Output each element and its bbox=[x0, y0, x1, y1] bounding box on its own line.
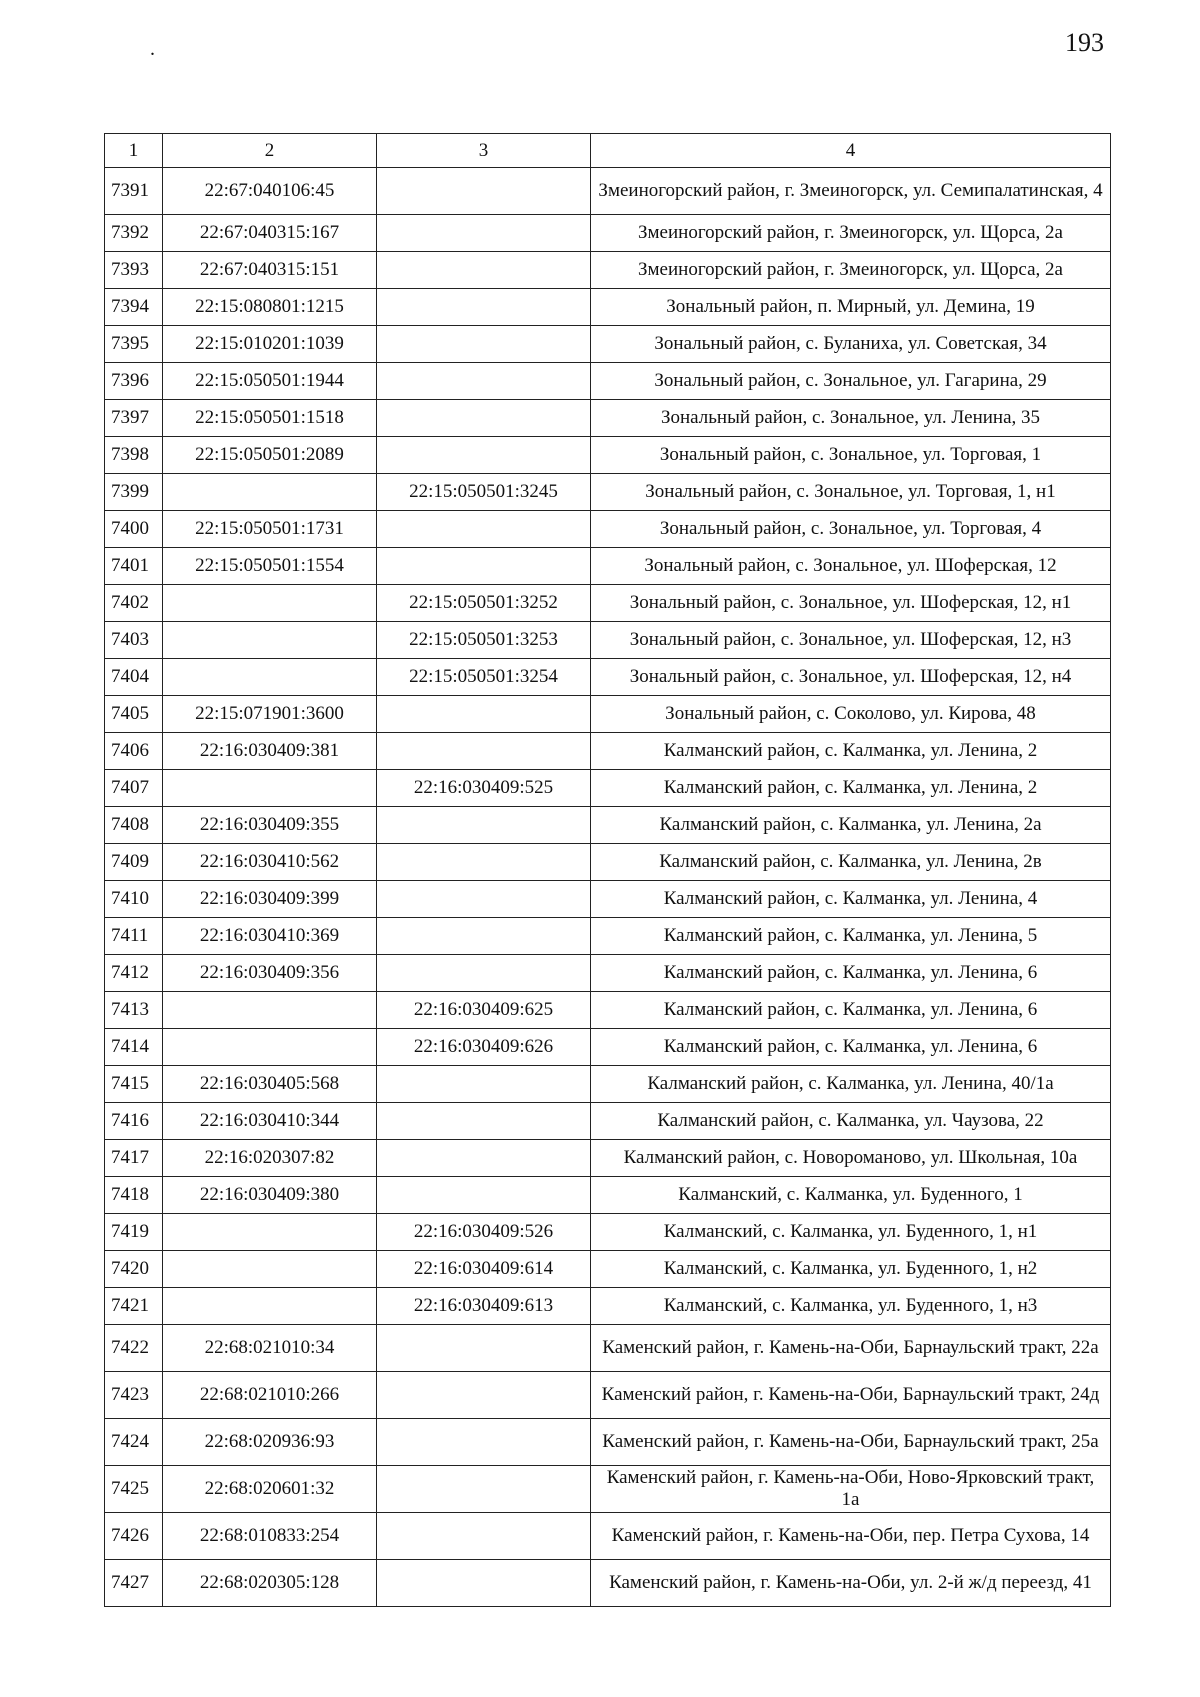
row-number-cell: 7411 bbox=[105, 918, 163, 955]
cadastral-number-cell: 22:68:020936:93 bbox=[163, 1419, 377, 1466]
table-row bbox=[105, 437, 1111, 474]
cadastral-number-cell bbox=[163, 992, 377, 1029]
table-row bbox=[105, 807, 1111, 844]
address-cell: Зональный район, с. Зональное, ул. Ленина, 35 bbox=[591, 400, 1111, 437]
row-number-cell: 7425 bbox=[105, 1466, 163, 1513]
table-row bbox=[105, 474, 1111, 511]
table-row bbox=[105, 844, 1111, 881]
table-row bbox=[105, 1066, 1111, 1103]
address-cell: Калманский, с. Калманка, ул. Буденного, 1, н1 bbox=[591, 1214, 1111, 1251]
row-number-cell: 7417 bbox=[105, 1140, 163, 1177]
cadastral-number-cell: 22:16:030409:399 bbox=[163, 881, 377, 918]
address-cell: Калманский район, с. Калманка, ул. Ленина, 6 bbox=[591, 1029, 1111, 1066]
row-number-cell: 7400 bbox=[105, 511, 163, 548]
address-cell: Зональный район, с. Зональное, ул. Торговая, 4 bbox=[591, 511, 1111, 548]
address-cell: Калманский район, с. Калманка, ул. Ленина, 4 bbox=[591, 881, 1111, 918]
related-cadastral-number-cell bbox=[377, 363, 591, 400]
row-number-cell: 7398 bbox=[105, 437, 163, 474]
address-cell: Зональный район, п. Мирный, ул. Демина, 19 bbox=[591, 289, 1111, 326]
table-row bbox=[105, 1140, 1111, 1177]
related-cadastral-number-cell: 22:16:030409:613 bbox=[377, 1288, 591, 1325]
cadastral-number-cell: 22:15:050501:1518 bbox=[163, 400, 377, 437]
row-number-cell: 7418 bbox=[105, 1177, 163, 1214]
table-row bbox=[105, 1513, 1111, 1560]
row-number-cell: 7396 bbox=[105, 363, 163, 400]
header-col-3: 3 bbox=[377, 134, 591, 168]
cadastral-number-cell: 22:16:030410:344 bbox=[163, 1103, 377, 1140]
address-cell: Зональный район, с. Зональное, ул. Шоферская, 12, н3 bbox=[591, 622, 1111, 659]
row-number-cell: 7407 bbox=[105, 770, 163, 807]
address-cell: Каменский район, г. Камень-на-Оби, Барнаульский тракт, 25а bbox=[591, 1419, 1111, 1466]
table-row bbox=[105, 168, 1111, 215]
related-cadastral-number-cell: 22:16:030409:525 bbox=[377, 770, 591, 807]
cadastral-number-cell: 22:68:021010:34 bbox=[163, 1325, 377, 1372]
row-number-cell: 7421 bbox=[105, 1288, 163, 1325]
address-cell: Зональный район, с. Зональное, ул. Торговая, 1, н1 bbox=[591, 474, 1111, 511]
table-row bbox=[105, 1214, 1111, 1251]
row-number-cell: 7409 bbox=[105, 844, 163, 881]
table-row bbox=[105, 955, 1111, 992]
row-number-cell: 7426 bbox=[105, 1513, 163, 1560]
row-number-cell: 7427 bbox=[105, 1560, 163, 1607]
related-cadastral-number-cell: 22:15:050501:3245 bbox=[377, 474, 591, 511]
related-cadastral-number-cell bbox=[377, 733, 591, 770]
row-number-cell: 7408 bbox=[105, 807, 163, 844]
cadastral-number-cell: 22:16:030409:356 bbox=[163, 955, 377, 992]
row-number-cell: 7395 bbox=[105, 326, 163, 363]
address-cell: Калманский, с. Калманка, ул. Буденного, 1, н3 bbox=[591, 1288, 1111, 1325]
table-row bbox=[105, 252, 1111, 289]
table-row bbox=[105, 918, 1111, 955]
address-cell: Зональный район, с. Зональное, ул. Шоферская, 12 bbox=[591, 548, 1111, 585]
row-number-cell: 7404 bbox=[105, 659, 163, 696]
related-cadastral-number-cell bbox=[377, 1325, 591, 1372]
related-cadastral-number-cell: 22:15:050501:3253 bbox=[377, 622, 591, 659]
table-body bbox=[105, 168, 1111, 1607]
cadastral-number-cell: 22:16:030409:355 bbox=[163, 807, 377, 844]
related-cadastral-number-cell bbox=[377, 289, 591, 326]
related-cadastral-number-cell bbox=[377, 1103, 591, 1140]
row-number-cell: 7422 bbox=[105, 1325, 163, 1372]
header-col-4: 4 bbox=[591, 134, 1111, 168]
cadastral-number-cell: 22:68:020305:128 bbox=[163, 1560, 377, 1607]
table-row bbox=[105, 1560, 1111, 1607]
related-cadastral-number-cell bbox=[377, 844, 591, 881]
address-cell: Зональный район, с. Зональное, ул. Гагарина, 29 bbox=[591, 363, 1111, 400]
related-cadastral-number-cell bbox=[377, 1513, 591, 1560]
address-cell: Каменский район, г. Камень-на-Оби, Барнаульский тракт, 22а bbox=[591, 1325, 1111, 1372]
cadastral-number-cell: 22:15:010201:1039 bbox=[163, 326, 377, 363]
row-number-cell: 7392 bbox=[105, 215, 163, 252]
table-row bbox=[105, 511, 1111, 548]
cadastral-number-cell bbox=[163, 585, 377, 622]
related-cadastral-number-cell bbox=[377, 807, 591, 844]
table-row bbox=[105, 1029, 1111, 1066]
address-cell: Каменский район, г. Камень-на-Оби, Ново-Ярковский тракт, 1а bbox=[591, 1466, 1111, 1513]
cadastral-number-cell bbox=[163, 770, 377, 807]
related-cadastral-number-cell bbox=[377, 252, 591, 289]
header-col-2: 2 bbox=[163, 134, 377, 168]
related-cadastral-number-cell: 22:15:050501:3252 bbox=[377, 585, 591, 622]
table-row bbox=[105, 400, 1111, 437]
related-cadastral-number-cell bbox=[377, 1177, 591, 1214]
row-number-cell: 7406 bbox=[105, 733, 163, 770]
address-cell: Зональный район, с. Зональное, ул. Шоферская, 12, н1 bbox=[591, 585, 1111, 622]
row-number-cell: 7410 bbox=[105, 881, 163, 918]
cadastral-number-cell: 22:16:030410:369 bbox=[163, 918, 377, 955]
row-number-cell: 7424 bbox=[105, 1419, 163, 1466]
cadastral-number-cell: 22:67:040315:151 bbox=[163, 252, 377, 289]
address-cell: Калманский район, с. Калманка, ул. Чаузова, 22 bbox=[591, 1103, 1111, 1140]
cadastral-number-cell: 22:67:040315:167 bbox=[163, 215, 377, 252]
cadastral-number-cell bbox=[163, 622, 377, 659]
table-row bbox=[105, 659, 1111, 696]
related-cadastral-number-cell bbox=[377, 511, 591, 548]
row-number-cell: 7405 bbox=[105, 696, 163, 733]
related-cadastral-number-cell bbox=[377, 1419, 591, 1466]
cadastral-number-cell: 22:16:020307:82 bbox=[163, 1140, 377, 1177]
table-row bbox=[105, 1419, 1111, 1466]
address-cell: Змеиногорский район, г. Змеиногорск, ул. Семипалатинская, 4 bbox=[591, 168, 1111, 215]
address-cell: Калманский район, с. Новороманово, ул. Школьная, 10а bbox=[591, 1140, 1111, 1177]
cadastral-number-cell: 22:67:040106:45 bbox=[163, 168, 377, 215]
cadastral-number-cell: 22:68:021010:266 bbox=[163, 1372, 377, 1419]
header-col-1: 1 bbox=[105, 134, 163, 168]
related-cadastral-number-cell: 22:16:030409:526 bbox=[377, 1214, 591, 1251]
address-cell: Калманский район, с. Калманка, ул. Ленина, 2а bbox=[591, 807, 1111, 844]
cadastral-number-cell: 22:68:020601:32 bbox=[163, 1466, 377, 1513]
cadastral-number-cell bbox=[163, 474, 377, 511]
row-number-cell: 7397 bbox=[105, 400, 163, 437]
related-cadastral-number-cell bbox=[377, 326, 591, 363]
table-row bbox=[105, 215, 1111, 252]
row-number-cell: 7401 bbox=[105, 548, 163, 585]
related-cadastral-number-cell: 22:15:050501:3254 bbox=[377, 659, 591, 696]
address-cell: Зональный район, с. Соколово, ул. Кирова, 48 bbox=[591, 696, 1111, 733]
related-cadastral-number-cell bbox=[377, 548, 591, 585]
table-row bbox=[105, 289, 1111, 326]
table-row bbox=[105, 1372, 1111, 1419]
row-number-cell: 7402 bbox=[105, 585, 163, 622]
cadastral-number-cell bbox=[163, 1214, 377, 1251]
row-number-cell: 7412 bbox=[105, 955, 163, 992]
table-row bbox=[105, 1466, 1111, 1513]
address-cell: Калманский район, с. Калманка, ул. Ленина, 40/1а bbox=[591, 1066, 1111, 1103]
cadastral-number-cell: 22:68:010833:254 bbox=[163, 1513, 377, 1560]
table-row bbox=[105, 548, 1111, 585]
cadastral-number-cell: 22:15:050501:1944 bbox=[163, 363, 377, 400]
page-number: 193 bbox=[1065, 28, 1104, 57]
row-number-cell: 7393 bbox=[105, 252, 163, 289]
related-cadastral-number-cell bbox=[377, 215, 591, 252]
related-cadastral-number-cell bbox=[377, 955, 591, 992]
address-cell: Калманский район, с. Калманка, ул. Ленина, 5 bbox=[591, 918, 1111, 955]
address-cell: Калманский район, с. Калманка, ул. Ленина, 6 bbox=[591, 992, 1111, 1029]
cadastral-number-cell: 22:15:071901:3600 bbox=[163, 696, 377, 733]
address-cell: Зональный район, с. Буланиха, ул. Советская, 34 bbox=[591, 326, 1111, 363]
address-cell: Калманский район, с. Калманка, ул. Ленина, 2 bbox=[591, 770, 1111, 807]
cadastral-number-cell: 22:15:080801:1215 bbox=[163, 289, 377, 326]
table-row bbox=[105, 1103, 1111, 1140]
address-cell: Змеиногорский район, г. Змеиногорск, ул. Щорса, 2а bbox=[591, 215, 1111, 252]
table-row bbox=[105, 326, 1111, 363]
address-cell: Калманский район, с. Калманка, ул. Ленина, 2в bbox=[591, 844, 1111, 881]
table-row bbox=[105, 733, 1111, 770]
row-number-cell: 7423 bbox=[105, 1372, 163, 1419]
address-cell: Змеиногорский район, г. Змеиногорск, ул. Щорса, 2а bbox=[591, 252, 1111, 289]
cadastral-number-cell: 22:16:030409:380 bbox=[163, 1177, 377, 1214]
related-cadastral-number-cell: 22:16:030409:625 bbox=[377, 992, 591, 1029]
table-row bbox=[105, 1177, 1111, 1214]
cadastral-number-cell bbox=[163, 1029, 377, 1066]
address-cell: Каменский район, г. Камень-на-Оби, ул. 2-й ж/д переезд, 41 bbox=[591, 1560, 1111, 1607]
row-number-cell: 7413 bbox=[105, 992, 163, 1029]
table-row bbox=[105, 696, 1111, 733]
related-cadastral-number-cell bbox=[377, 881, 591, 918]
related-cadastral-number-cell bbox=[377, 437, 591, 474]
cadastral-number-cell: 22:15:050501:1731 bbox=[163, 511, 377, 548]
table-row bbox=[105, 1288, 1111, 1325]
table-row bbox=[105, 992, 1111, 1029]
related-cadastral-number-cell: 22:16:030409:614 bbox=[377, 1251, 591, 1288]
row-number-cell: 7391 bbox=[105, 168, 163, 215]
table-row bbox=[105, 881, 1111, 918]
related-cadastral-number-cell bbox=[377, 918, 591, 955]
row-number-cell: 7394 bbox=[105, 289, 163, 326]
table-row bbox=[105, 363, 1111, 400]
row-number-cell: 7419 bbox=[105, 1214, 163, 1251]
address-cell: Калманский район, с. Калманка, ул. Ленина, 6 bbox=[591, 955, 1111, 992]
related-cadastral-number-cell: 22:16:030409:626 bbox=[377, 1029, 591, 1066]
address-cell: Каменский район, г. Камень-на-Оби, Барнаульский тракт, 24д bbox=[591, 1372, 1111, 1419]
cadastral-number-cell: 22:15:050501:2089 bbox=[163, 437, 377, 474]
cadastral-number-cell bbox=[163, 1251, 377, 1288]
related-cadastral-number-cell bbox=[377, 1066, 591, 1103]
address-cell: Каменский район, г. Камень-на-Оби, пер. Петра Сухова, 14 bbox=[591, 1513, 1111, 1560]
related-cadastral-number-cell bbox=[377, 400, 591, 437]
row-number-cell: 7416 bbox=[105, 1103, 163, 1140]
row-number-cell: 7403 bbox=[105, 622, 163, 659]
cadastral-number-cell: 22:16:030409:381 bbox=[163, 733, 377, 770]
row-number-cell: 7420 bbox=[105, 1251, 163, 1288]
cadastral-number-cell: 22:16:030410:562 bbox=[163, 844, 377, 881]
table-row bbox=[105, 1325, 1111, 1372]
table-row bbox=[105, 770, 1111, 807]
stray-mark: . bbox=[150, 38, 155, 60]
row-number-cell: 7414 bbox=[105, 1029, 163, 1066]
address-cell: Калманский, с. Калманка, ул. Буденного, 1, н2 bbox=[591, 1251, 1111, 1288]
table-row bbox=[105, 622, 1111, 659]
cadastral-number-cell bbox=[163, 659, 377, 696]
address-cell: Зональный район, с. Зональное, ул. Шоферская, 12, н4 bbox=[591, 659, 1111, 696]
related-cadastral-number-cell bbox=[377, 1560, 591, 1607]
registry-table bbox=[104, 133, 1111, 1607]
related-cadastral-number-cell bbox=[377, 696, 591, 733]
address-cell: Калманский район, с. Калманка, ул. Ленина, 2 bbox=[591, 733, 1111, 770]
cadastral-number-cell: 22:16:030405:568 bbox=[163, 1066, 377, 1103]
row-number-cell: 7399 bbox=[105, 474, 163, 511]
related-cadastral-number-cell bbox=[377, 1466, 591, 1513]
address-cell: Зональный район, с. Зональное, ул. Торговая, 1 bbox=[591, 437, 1111, 474]
table-row bbox=[105, 585, 1111, 622]
cadastral-number-cell bbox=[163, 1288, 377, 1325]
header-row bbox=[105, 134, 1111, 168]
row-number-cell: 7415 bbox=[105, 1066, 163, 1103]
address-cell: Калманский, с. Калманка, ул. Буденного, 1 bbox=[591, 1177, 1111, 1214]
table-row bbox=[105, 1251, 1111, 1288]
related-cadastral-number-cell bbox=[377, 1372, 591, 1419]
cadastral-number-cell: 22:15:050501:1554 bbox=[163, 548, 377, 585]
related-cadastral-number-cell bbox=[377, 1140, 591, 1177]
related-cadastral-number-cell bbox=[377, 168, 591, 215]
